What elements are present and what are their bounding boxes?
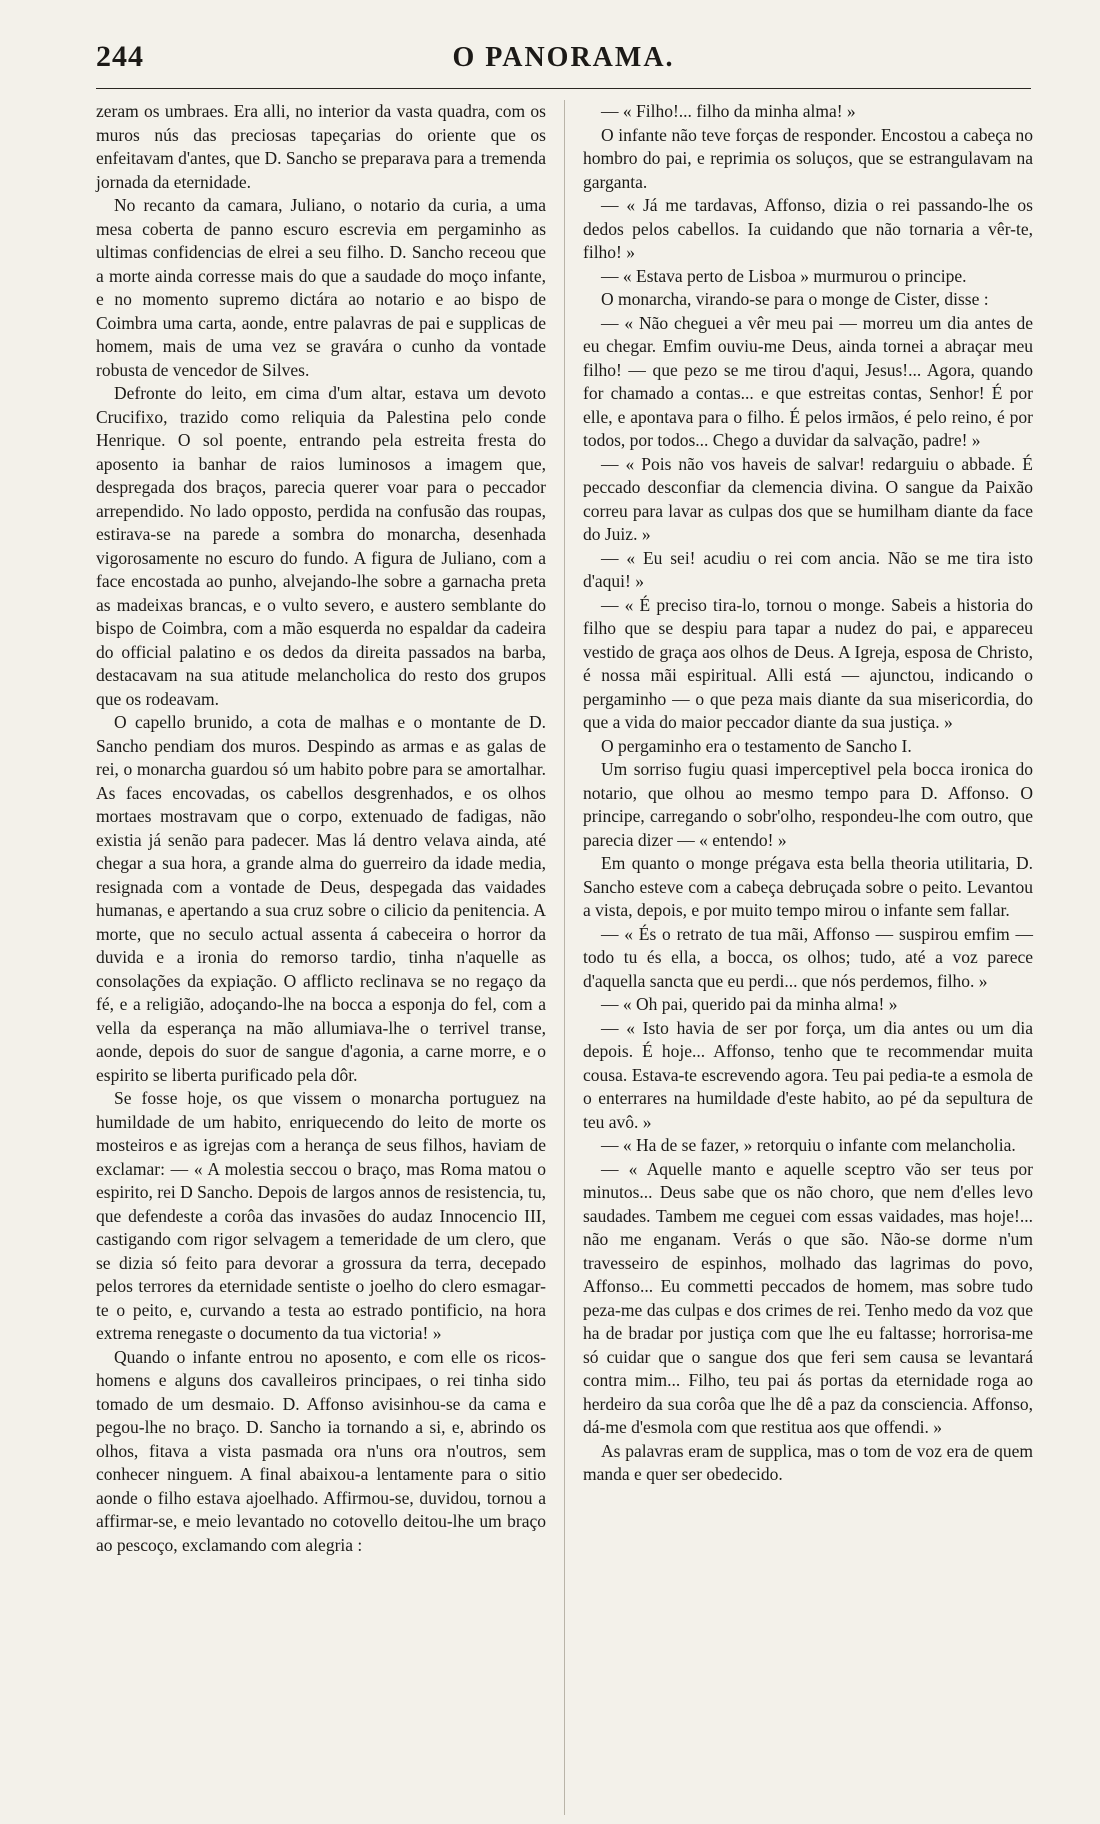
- paragraph: — « Eu sei! acudiu o rei com ancia. Não se me tira isto d'aqui! »: [583, 547, 1033, 591]
- paragraph: — « Filho!... filho da minha alma! »: [601, 101, 856, 121]
- paragraph: — « É preciso tira-lo, tornou o monge. Sabeis a historia do filho que se despiu para tapar a nudez do pai, e appareceu vestido de graça aos olhos de Deus. A Igreja, esposa de Christo, é nossa mãi espiritual. Alli está — ajunctou, indicando o pergaminho — o que peza mais diante da sua misericordia, do que a vida do maior peccador diante da sua justiça. »: [583, 594, 1033, 732]
- paragraph: zeram os umbraes. Era alli, no interior da vasta quadra, com os muros nús das preciosas tapeçarias do oriente que os enfeitavam d'antes, que D. Sancho se preparava para a tremenda jornada da eternidade.: [96, 101, 546, 192]
- paragraph: — « Pois não vos haveis de salvar! redarguiu o abbade. É peccado desconfiar da clemencia divina. O sangue da Paixão correu para lavar as culpas dos que se humilham diante da face do Juiz. »: [583, 453, 1033, 544]
- left-column: [96, 100, 546, 1557]
- paragraph: Quando o infante entrou no aposento, e com elle os ricos-homens e alguns dos cavalleiros principaes, o rei tinha sido tomado de um desmaio. D. Affonso avisinhou-se da cama e pegou-lhe no braço. D. Sancho ia tornando a si, e, abrindo os olhos, fitava a vista pasmada ora n'uns ora n'outros, sem conhecer ninguem. A final abaixou-a lentamente para o sitio aonde o filho estava ajoelhado. Affirmou-se, duvidou, tornou a affirmar-se, e meio levantado no cotovello deitou-lhe um braço ao pescoço, exclamando com alegria :: [96, 1346, 546, 1555]
- paragraph: — « Estava perto de Lisboa » murmurou o principe.: [601, 265, 967, 286]
- paragraph: — « Ha de se fazer, » retorquiu o infante com melancholia.: [601, 1135, 1016, 1155]
- paragraph: — « Aquelle manto e aquelle sceptro vão ser teus por minutos... Deus sabe que os não choro, que nem d'elles levo saudades. Tambem me ceguei com essas vaidades, mas hoje!... não me enganam. Verás o que são. Não-se dorme n'um travesseiro de espinhos, molhado das lagrimas do povo, Affonso... Eu commetti peccados de homem, mas sobre tudo peza-me das culpas e dos crimes de rei. Tenho medo da voz que ha de bradar por justiça com que lhe eu faltasse; horrorisa-me só cuidar que o sangue dos que feri sem causa se levantará contra mim... Filho, teu pai ás portas da eternidade roga ao herdeiro da sua corôa que lhe dê a paz da consciencia. Affonso, dá-me d'esmola com que restitua aos que offendi. »: [583, 1158, 1033, 1437]
- paragraph: — « Isto havia de ser por força, um dia antes ou um dia depois. É hoje... Affonso, tenho que te recommendar muita cousa. Estava-te escrevendo agora. Teu pai pedia-te a esmola de o enterrares na humildade d'este habito, ao pé da sepultura de teu avô. »: [583, 1017, 1033, 1132]
- paragraph: As palavras eram de supplica, mas o tom de voz era de quem manda e quer ser obedecido.: [583, 1440, 1033, 1484]
- paragraph: — « Oh pai, querido pai da minha alma! »: [601, 994, 898, 1014]
- paragraph: Um sorriso fugiu quasi imperceptivel pela bocca ironica do notario, que olhou ao mesmo tempo para D. Affonso. O principe, carregando o sobr'olho, respondeu-lhe com outro, que parecia dizer — « entendo! »: [583, 759, 1033, 850]
- publication-title: O PANORAMA.: [452, 42, 675, 73]
- paragraph: — « Já me tardavas, Affonso, dizia o rei passando-lhe os dedos pelos cabellos. Ia cuidando que não tornaria a vêr-te, filho! »: [583, 195, 1033, 262]
- paragraph: O pergaminho era o testamento de Sancho I.: [601, 735, 912, 756]
- paragraph: — « És o retrato de tua mãi, Affonso — suspirou emfim — todo tu és ella, a bocca, os olhos; tudo, até a voz parece d'aquella sancta que eu perdi... que nós perdemos, filho. »: [583, 923, 1033, 991]
- paragraph: Em quanto o monge prégava esta bella theoria utilitaria, D. Sancho esteve com a cabeça debruçada sobre o peito. Levantou a vista, depois, e por muito tempo mirou o infante sem fallar.: [583, 853, 1033, 920]
- paragraph: O infante não teve forças de responder. Encostou a cabeça no hombro do pai, e reprimia os soluços, que se estrangulavam na garganta.: [583, 124, 1033, 192]
- paragraph: No recanto da camara, Juliano, o notario da curia, a uma mesa coberta de panno escuro escrevia em pergaminho as ultimas confidencias de elrei a seu filho. D. Sancho receou que a morte ainda corresse mais do que a saudade do moço infante, e no momento supremo dictára ao notario e ao bispo de Coimbra uma carta, aonde, entre palavras de pai e supplicas de homem, mais de uma vez se gravára o cunho da vontade robusta de vencedor de Silves.: [96, 195, 546, 380]
- header-rule: [96, 88, 1031, 89]
- column-divider: [564, 100, 565, 1815]
- right-column: [583, 100, 1033, 1487]
- paragraph: Se fosse hoje, os que vissem o monarcha portuguez na humildade de um habito, enriquecendo do leito de morte os mosteiros e as igrejas com a herança de seus filhos, haviam de exclamar: — « A molestia seccou o braço, mas Roma matou o espirito, rei D Sancho. Depois de largos annos de resistencia, tu, que defendeste a corôa das invasões do audaz Innocencio III, castigando com rigor selvagem a temeridade de um clero, que se dizia só feito para devorar a grossura da terra, decepado pelos terrores da eternidade sentiste o joelho do clero esmagar-te o peito, e, curvando a testa ao estrado pontificio, na hora extrema renegaste o documento da tua victoria! »: [96, 1088, 546, 1343]
- paragraph: — « Não cheguei a vêr meu pai — morreu um dia antes de eu chegar. Emfim ouviu-me Deus, ainda tornei a abraçar meu filho! — que pezo se me tirou d'aqui, Jesus!... Agora, quando for chamado a contas... e que estreitas contas, Senhor! É por elle, e apontava para o filho. É pelos irmãos, é pelo reino, é por todos, por todos... Chego a duvidar da salvação, padre! »: [583, 312, 1033, 450]
- paragraph: O capello brunido, a cota de malhas e o montante de D. Sancho pendiam dos muros. Despindo as armas e as galas de rei, o monarcha guardou só um habito pobre para se amortalhar. As faces encovadas, os cabellos desgrenhados, e os olhos mortaes mostravam que o corpo, extenuado de fadigas, não existia já senão para padecer. Mas lá dentro velava ainda, até chegar a sua hora, a grande alma do guerreiro da idade media, resignada com a vontade de Deus, despegada das vaidades humanas, e apertando a sua cruz sobre o cilicio da penitencia. A morte, que no seculo actual assenta á cabeceira o horror da duvida e a ironia do remorso tardio, tinha n'aquelle as consolações da expiação. O afflicto reclinava se no regaço da fé, e a religião, adoçando-lhe na bocca a esponja do fel, com a vella da esperança na mão allumiava-lhe o terrivel transe, aonde, depois do suor de sangue d'agonia, a carne morre, e o espirito se liberta purificado pela dôr.: [96, 712, 546, 1085]
- paragraph: O monarcha, virando-se para o monge de Cister, disse :: [601, 289, 989, 309]
- page-number: 244: [96, 40, 144, 73]
- paragraph: Defronte do leito, em cima d'um altar, estava um devoto Crucifixo, trazido como reliquia da Palestina pelo conde Henrique. O sol poente, entrando pela estreita fresta do aposento ia banhar de raios luminosos a imagem que, despregada dos braços, parecia querer voar para o peccador arrependido. No lado opposto, perdida na confusão das roupas, estirava-se na parede a sombra do monarcha, desenhada vigorosamente no escuro do fundo. A figura de Juliano, com a face encostada ao punho, alvejando-lhe sobre a garnacha preta as madeixas brancas, e o vulto severo, e austero semblante do bispo de Coimbra, com a mão esquerda no espaldar da cadeira do official palatino e os dedos da direita passados na barba, destacavam na sua atitude melancholica do resto dos grupos que os rodeavam.: [96, 383, 546, 709]
- page-header: [96, 40, 1031, 84]
